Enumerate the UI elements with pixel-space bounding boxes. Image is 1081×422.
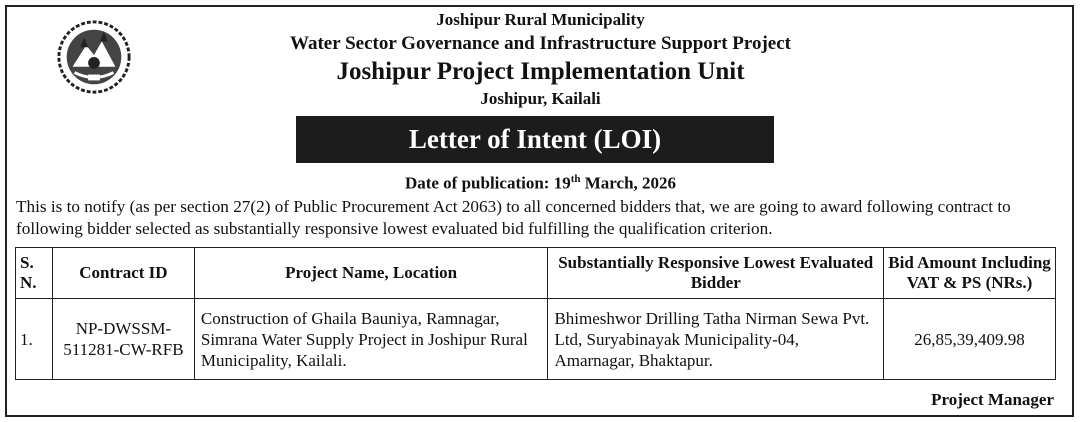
unit-name: Joshipur Project Implementation Unit [336, 58, 745, 85]
header-sn: S. N. [16, 248, 53, 299]
signatory: Project Manager [931, 390, 1054, 409]
header-amount: Bid Amount Including VAT & PS (NRs.) [884, 248, 1056, 299]
header-project: Project Name, Location [194, 248, 548, 299]
row-amount: 26,85,39,409.98 [884, 299, 1056, 380]
publication-ordinal: th [570, 173, 581, 185]
municipality-name: Joshipur Rural Municipality [436, 10, 645, 29]
header-bidder: Substantially Responsive Lowest Evaluated Bidder [548, 248, 884, 299]
loi-title-banner: Letter of Intent (LOI) [296, 116, 774, 163]
publication-label: Date of publication: 19 [404, 173, 571, 193]
header-contract-id: Contract ID [52, 248, 194, 299]
row-bidder: Bhimeshwor Drilling Tatha Nirman Sewa Pvt. Ltd, Suryabinayak Municipality-04, Amarnagar, Bhaktapur. [548, 299, 884, 380]
row-sn: 1. [16, 299, 53, 380]
table-header-row [16, 248, 1056, 299]
project-name-header: Water Sector Governance and Infrastructure Support Project [290, 33, 791, 54]
publication-date [0, 173, 1081, 194]
notice-paragraph: This is to notify (as per section 27(2) of Public Procurement Act 2063) to all concerned bidders that, we are going to award following contract to following bidder selected as substantially responsive lowest evaluated bid fulfilling the qualification criterion. [16, 197, 1011, 238]
award-table [15, 247, 1056, 380]
publication-date-rest: March, 2026 [580, 173, 677, 193]
office-location: Joshipur, Kailali [480, 89, 601, 108]
row-project: Construction of Ghaila Bauniya, Ramnagar, Simrana Water Supply Project in Joshipur Rural Municipality, Kailali. [194, 299, 548, 380]
table-row [16, 299, 1056, 380]
row-contract-id: NP-DWSSM-511281-CW-RFB [52, 299, 194, 380]
